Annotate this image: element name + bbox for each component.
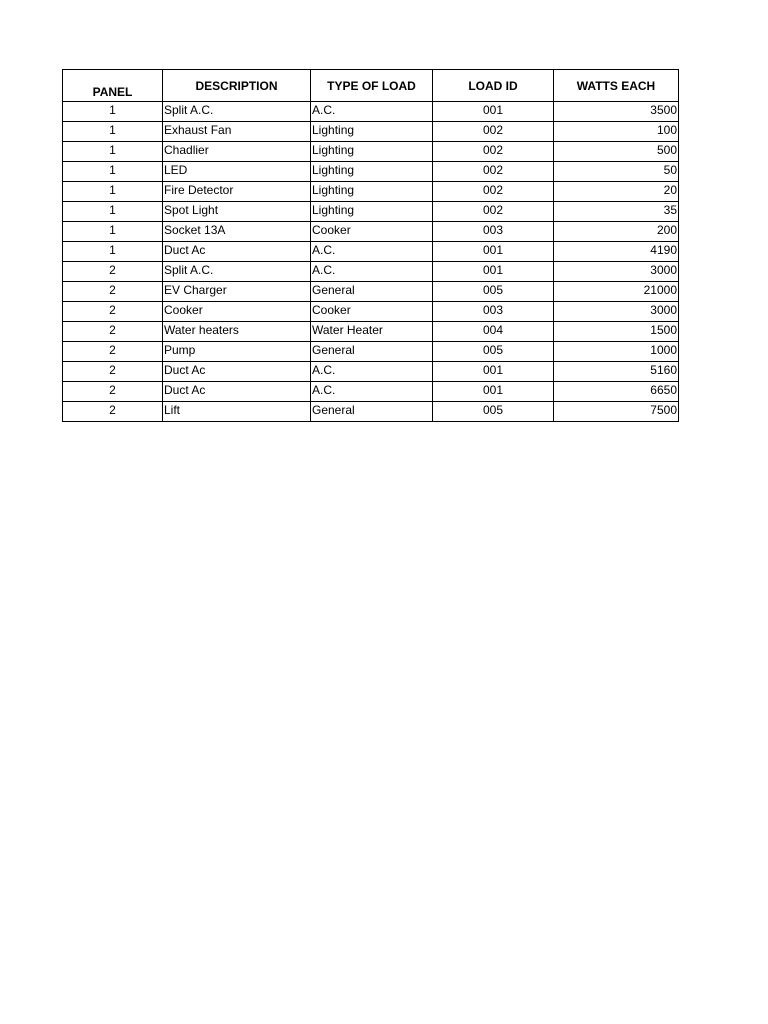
load-schedule-table [62, 69, 679, 422]
cell-load-id: 002 [433, 122, 554, 142]
cell-panel: 2 [63, 382, 163, 402]
cell-type-of-load: A.C. [311, 382, 433, 402]
table-row [63, 102, 679, 122]
table-row [63, 182, 679, 202]
table-row [63, 122, 679, 142]
cell-load-id: 001 [433, 262, 554, 282]
table-row [63, 202, 679, 222]
cell-type-of-load: A.C. [311, 242, 433, 262]
cell-panel: 2 [63, 402, 163, 422]
header-load-id: LOAD ID [433, 70, 554, 102]
cell-panel: 2 [63, 342, 163, 362]
cell-description: Split A.C. [163, 102, 311, 122]
table-row [63, 282, 679, 302]
cell-description: Lift [163, 402, 311, 422]
cell-type-of-load: Water Heater [311, 322, 433, 342]
cell-description: Duct Ac [163, 382, 311, 402]
cell-watts-each: 5160 [554, 362, 679, 382]
table-row [63, 262, 679, 282]
cell-type-of-load: Cooker [311, 302, 433, 322]
cell-panel: 2 [63, 302, 163, 322]
cell-type-of-load: Lighting [311, 182, 433, 202]
cell-watts-each: 6650 [554, 382, 679, 402]
cell-load-id: 002 [433, 202, 554, 222]
cell-load-id: 004 [433, 322, 554, 342]
cell-type-of-load: A.C. [311, 102, 433, 122]
cell-panel: 2 [63, 262, 163, 282]
cell-load-id: 005 [433, 402, 554, 422]
cell-watts-each: 3000 [554, 262, 679, 282]
table-row [63, 322, 679, 342]
cell-type-of-load: General [311, 282, 433, 302]
cell-panel: 1 [63, 202, 163, 222]
table-row [63, 242, 679, 262]
table-row [63, 162, 679, 182]
cell-type-of-load: General [311, 342, 433, 362]
cell-load-id: 001 [433, 242, 554, 262]
cell-load-id: 005 [433, 282, 554, 302]
table-row [63, 302, 679, 322]
cell-watts-each: 50 [554, 162, 679, 182]
header-type-of-load: TYPE OF LOAD [311, 70, 433, 102]
table-row [63, 142, 679, 162]
table-row [63, 402, 679, 422]
cell-panel: 2 [63, 322, 163, 342]
cell-panel: 1 [63, 142, 163, 162]
cell-description: EV Charger [163, 282, 311, 302]
cell-description: LED [163, 162, 311, 182]
cell-load-id: 003 [433, 302, 554, 322]
cell-watts-each: 200 [554, 222, 679, 242]
cell-watts-each: 4190 [554, 242, 679, 262]
cell-type-of-load: Cooker [311, 222, 433, 242]
table-row [63, 222, 679, 242]
table-row [63, 362, 679, 382]
cell-watts-each: 35 [554, 202, 679, 222]
cell-panel: 1 [63, 182, 163, 202]
cell-panel: 1 [63, 222, 163, 242]
header-row [63, 70, 679, 102]
cell-panel: 1 [63, 102, 163, 122]
cell-description: Cooker [163, 302, 311, 322]
cell-type-of-load: Lighting [311, 142, 433, 162]
cell-load-id: 001 [433, 382, 554, 402]
cell-description: Spot Light [163, 202, 311, 222]
header-description: DESCRIPTION [163, 70, 311, 102]
cell-panel: 2 [63, 362, 163, 382]
cell-description: Pump [163, 342, 311, 362]
cell-type-of-load: Lighting [311, 202, 433, 222]
cell-type-of-load: A.C. [311, 262, 433, 282]
cell-watts-each: 100 [554, 122, 679, 142]
cell-description: Duct Ac [163, 362, 311, 382]
cell-watts-each: 3000 [554, 302, 679, 322]
table-row [63, 382, 679, 402]
cell-load-id: 005 [433, 342, 554, 362]
cell-load-id: 002 [433, 142, 554, 162]
cell-watts-each: 500 [554, 142, 679, 162]
cell-watts-each: 7500 [554, 402, 679, 422]
cell-description: Duct Ac [163, 242, 311, 262]
cell-description: Split A.C. [163, 262, 311, 282]
cell-description: Exhaust Fan [163, 122, 311, 142]
cell-panel: 1 [63, 122, 163, 142]
cell-description: Chadlier [163, 142, 311, 162]
cell-type-of-load: Lighting [311, 122, 433, 142]
cell-description: Socket 13A [163, 222, 311, 242]
cell-description: Fire Detector [163, 182, 311, 202]
header-watts-each: WATTS EACH [554, 70, 679, 102]
cell-description: Water heaters [163, 322, 311, 342]
cell-watts-each: 3500 [554, 102, 679, 122]
header-panel: PANEL [63, 70, 163, 102]
cell-type-of-load: A.C. [311, 362, 433, 382]
cell-type-of-load: Lighting [311, 162, 433, 182]
cell-panel: 1 [63, 242, 163, 262]
cell-load-id: 001 [433, 362, 554, 382]
cell-panel: 1 [63, 162, 163, 182]
cell-panel: 2 [63, 282, 163, 302]
cell-type-of-load: General [311, 402, 433, 422]
cell-watts-each: 21000 [554, 282, 679, 302]
table-row [63, 342, 679, 362]
cell-watts-each: 1000 [554, 342, 679, 362]
cell-watts-each: 20 [554, 182, 679, 202]
cell-load-id: 002 [433, 182, 554, 202]
cell-load-id: 001 [433, 102, 554, 122]
cell-load-id: 002 [433, 162, 554, 182]
cell-load-id: 003 [433, 222, 554, 242]
cell-watts-each: 1500 [554, 322, 679, 342]
